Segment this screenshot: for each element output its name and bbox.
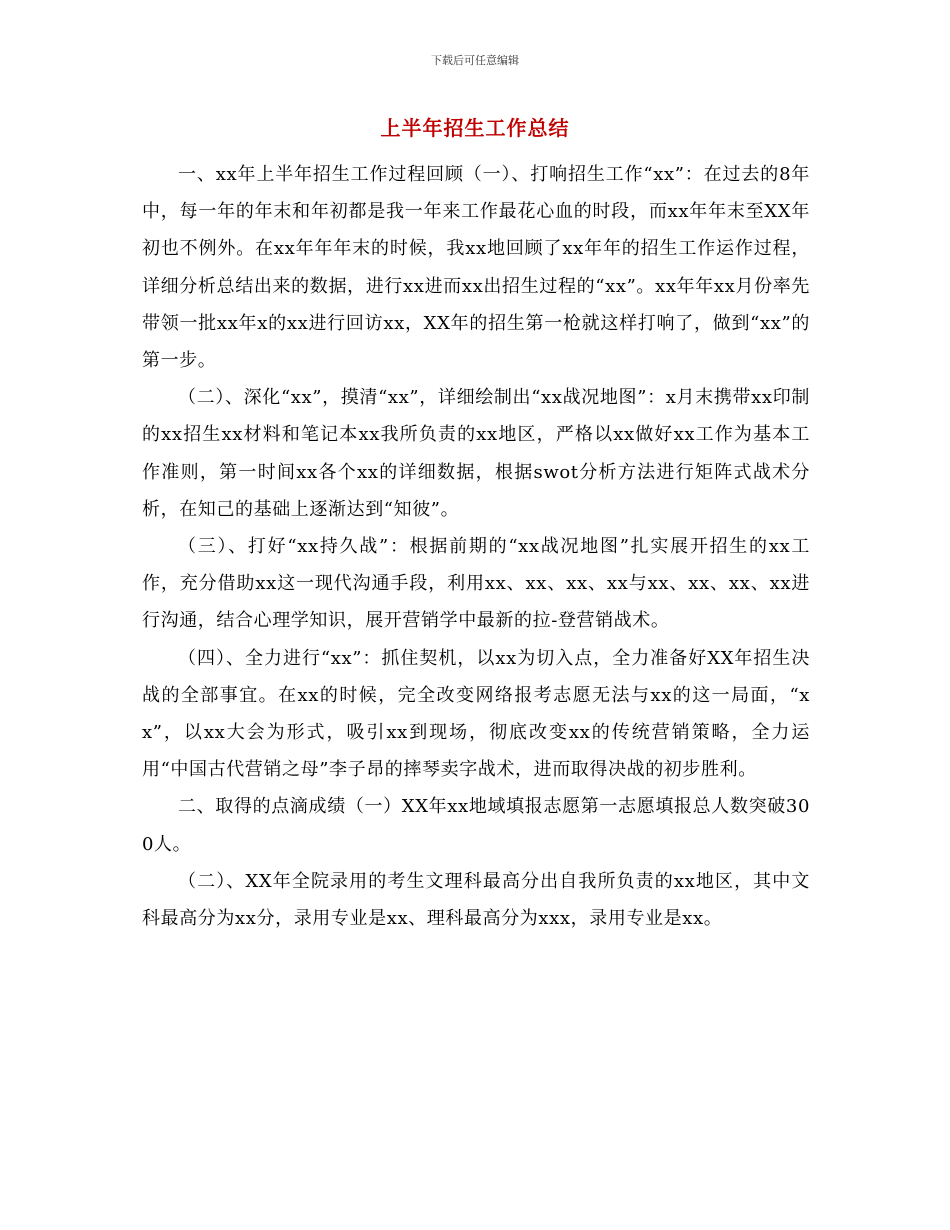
paragraph-1: 一、xx年上半年招生工作过程回顾（一）、打响招生工作“xx”：在过去的8年中，每一年的年末和年初都是我一年来工作最花心血的时段，而xx年年末至XX年初也不例外。在xx年年年末的时候，我xx地回顾了xx年年的招生工作运作过程，详细分析总结出来的数据，进行xx进而xx出招生过程的“xx”。xx年年xx月份率先带领一批xx年x的xx进行回访xx，XX年的招生第一枪就这样打响了，做到“xx”的第一步。: [142, 164, 810, 372]
page-header-note: 下载后可任意编辑: [431, 54, 519, 67]
paragraph-4: （四）、全力进行“xx”：抓住契机，以xx为切入点，全力准备好XX年招生决战的全部事宜。在xx的时候，完全改变网络报考志愿无法与xx的这一局面，“xx”，以xx大会为形式，吸引xx到现场，彻底改变xx的传统营销策略，全力运用“中国古代营销之母”李子昂的摔琴卖字战术，进而取得决战的初步胜利。: [142, 647, 810, 781]
paragraph-3: （三）、打好“xx持久战”：根据前期的“xx战况地图”扎实展开招生的xx工作，充分借助xx这一现代沟通手段，利用xx、xx、xx、xx与xx、xx、xx、xx进行沟通，结合心理学知识，展开营销学中最新的拉-登营销战术。: [142, 536, 810, 632]
document-title: 上半年招生工作总结: [380, 116, 570, 140]
paragraph-6: （二）、XX年全院录用的考生文理科最高分出自我所负责的xx地区，其中文科最高分为xx分，录用专业是xx、理科最高分为xxx，录用专业是xx。: [142, 870, 810, 930]
paragraph-5: 二、取得的点滴成绩（一）XX年xx地域填报志愿第一志愿填报总人数突破300人。: [142, 796, 810, 855]
document-body: [142, 156, 810, 937]
paragraph-2: （二）、深化“xx”，摸清“xx”，详细绘制出“xx战况地图”：x月末携带xx印制的xx招生xx材料和笔记本xx我所负责的xx地区，严格以xx做好xx工作为基本工作准则，第一时间xx各个xx的详细数据，根据swot分析方法进行矩阵式战术分析，在知己的基础上逐渐达到“知彼”。: [142, 387, 810, 520]
